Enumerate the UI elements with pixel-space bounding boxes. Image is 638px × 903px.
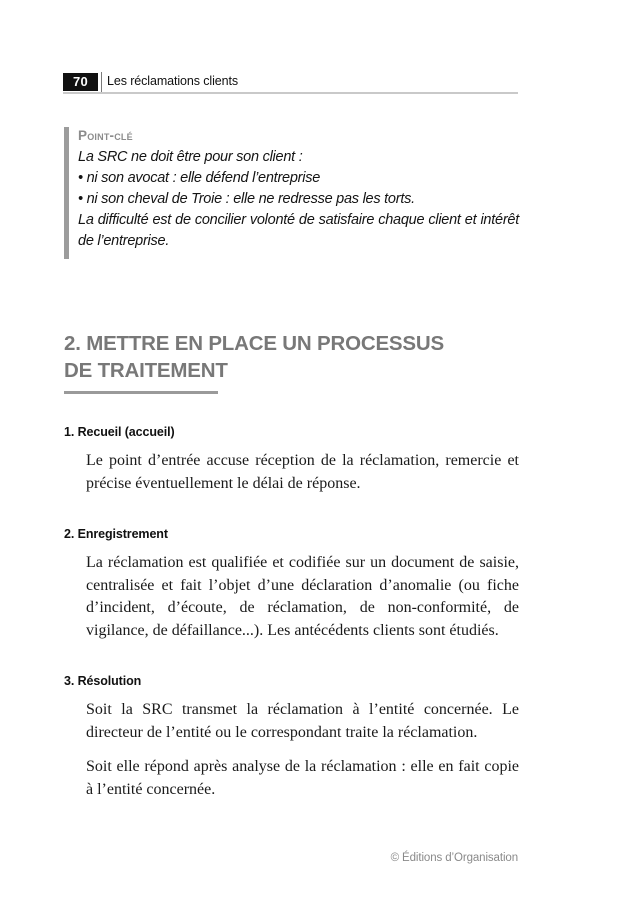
step-title-3: 3. Résolution [64, 674, 142, 688]
step-title-1: 1. Recueil (accueil) [64, 425, 175, 439]
footer-copyright: © Éditions d’Organisation [390, 852, 518, 864]
callout-line-conclusion: La difficulté est de concilier volonté de satisfaire chaque client et intérêt de l’entreprise. [78, 212, 519, 249]
step-paragraph-3-2: Soit elle répond après analyse de la réclamation : elle en fait copie à l’entité concernée. [86, 758, 519, 798]
step-paragraph-2-1: La réclamation est qualifiée et codifiée sur un document de saisie, centralisée et fait l’objet d’une déclaration d’anomalie (ou fiche d’incident, d’écoute, de réclamation, de non-conformité, de vigilance, de défaillance...). Les antécédents clients sont étudiés. [86, 554, 519, 639]
step-title-2: 2. Enregistrement [64, 527, 168, 541]
page-number: 70 [63, 73, 98, 91]
callout-body [78, 127, 519, 252]
head-divider [101, 72, 102, 92]
point-cle-callout [64, 127, 519, 252]
step-paragraph-1-1: Le point d’entrée accuse réception de la réclamation, remercie et précise éventuellement le délai de réponse. [86, 452, 519, 492]
step-item-2 [64, 526, 519, 642]
section-heading-line-1: 2. METTRE EN PLACE UN PROCESSUS [64, 332, 444, 355]
steps-list [64, 424, 519, 801]
step-paragraph-3-1: Soit la SRC transmet la réclamation à l’entité concernée. Le directeur de l’entité ou le correspondant traite la réclamation. [86, 701, 519, 741]
section-heading-rule [64, 391, 218, 394]
callout-title: Point-clé [78, 128, 133, 143]
step-item-3 [64, 673, 519, 801]
header-rule [63, 92, 518, 94]
callout-line-intro: La SRC ne doit être pour son client : [78, 149, 303, 165]
callout-bullet-1: • ni son avocat : elle défend l’entreprise [78, 170, 321, 186]
section-heading [64, 330, 519, 394]
step-item-1 [64, 424, 519, 495]
callout-bullet-2: • ni son cheval de Troie : elle ne redresse pas les torts. [78, 191, 415, 207]
section-heading-line-2: DE TRAITEMENT [64, 359, 228, 382]
running-title: Les réclamations clients [107, 74, 238, 88]
callout-accent-bar [64, 127, 69, 259]
